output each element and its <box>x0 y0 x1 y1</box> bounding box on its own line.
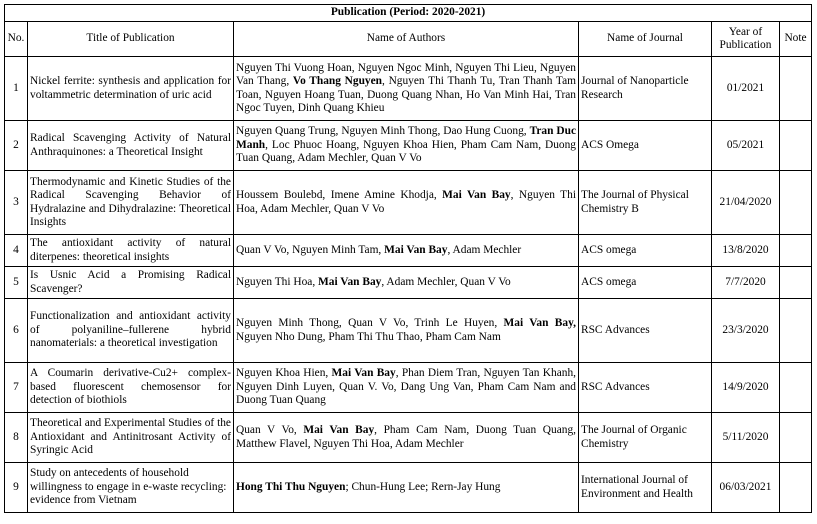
publication-year: 23/3/2020 <box>712 299 780 363</box>
publication-title: Study on antecedents of household willingness to engage in e-waste recycling: evidence from Vietnam <box>28 463 234 513</box>
authors-text: Nguyen Thi Vuong Hoan, Nguyen Ngoc Minh, Nguyen Thi Lieu, Nguyen Van Thang, <box>236 61 576 88</box>
journal-name: ACS Omega <box>579 121 712 171</box>
authors-cell <box>234 299 579 363</box>
journal-name: ACS omega <box>579 267 712 299</box>
header-row <box>5 22 812 57</box>
row-number: 4 <box>5 235 28 267</box>
table-row <box>5 413 812 463</box>
authors-cell <box>234 121 579 171</box>
table-row <box>5 267 812 299</box>
authors-text: Quan V Vo, <box>236 424 304 437</box>
header-title: Title of Publication <box>28 22 234 57</box>
publication-title: Theoretical and Experimental Studies of the Antioxidant and Antinitrosant Activity of Syringic Acid <box>28 413 234 463</box>
highlighted-author: Mai Van Bay <box>303 424 375 437</box>
highlighted-author: Mai Van Bay <box>442 189 511 202</box>
header-authors: Name of Authors <box>234 22 579 57</box>
authors-text: , Adam Mechler <box>447 243 522 256</box>
authors-text: , Pham Cam Nam, Duong Tuan Quang, Matthew Flavel, Nguyen Thi Hoa, Adam Mechler <box>236 424 576 450</box>
highlighted-author: Vo Thang Nguyen <box>292 75 382 88</box>
publication-title: A Coumarin derivative-Cu2+ complex-based fluorescent chemosensor for detection of biothiols <box>28 363 234 413</box>
table-row <box>5 171 812 235</box>
journal-name: Journal of Nanoparticle Research <box>579 57 712 121</box>
row-number: 6 <box>5 299 28 363</box>
authors-text: Nguyen Thi Hoa, <box>236 275 319 288</box>
note-cell <box>780 171 812 235</box>
caption-row <box>5 5 812 22</box>
publication-year: 01/2021 <box>712 57 780 121</box>
journal-name: ACS omega <box>579 235 712 267</box>
row-number: 3 <box>5 171 28 235</box>
authors-text: Houssem Boulebd, Imene Amine Khodja, <box>236 189 443 202</box>
row-number: 1 <box>5 57 28 121</box>
journal-name: The Journal of Physical Chemistry B <box>579 171 712 235</box>
note-cell <box>780 57 812 121</box>
table-row <box>5 235 812 267</box>
publication-title: Functionalization and antioxidant activity of polyaniline–fullerene hybrid nanomaterials: a theoretical investigation <box>28 299 234 363</box>
publication-table <box>4 4 812 513</box>
authors-text: Nguyen Nho Dung, Pham Thi Thu Thao, Pham Cam Nam <box>236 330 501 343</box>
highlighted-author: Mai Van Bay <box>331 367 396 380</box>
note-cell <box>780 413 812 463</box>
highlighted-author: Hong Thi Thu Nguyen <box>236 480 346 493</box>
authors-cell <box>234 267 579 299</box>
authors-text: , Nguyen Thi Thanh Tu, Tran Thanh Tam Toan, Nguyen Hoang Tuan, Duong Quang Nhan, Ho Van Minh Hai, Tran Ngoc Tuyen, Dinh Quang Khieu <box>236 75 576 114</box>
authors-text: Nguyen Minh Thong, Quan V Vo, Trinh Le Huyen, <box>236 317 504 330</box>
authors-text: Nguyen Quang Trung, Nguyen Minh Thong, Dao Hung Cuong, <box>236 125 530 138</box>
note-cell <box>780 363 812 413</box>
header-note: Note <box>780 22 812 57</box>
note-cell <box>780 267 812 299</box>
authors-text: , Loc Phuoc Hoang, Nguyen Khoa Hien, Pham Cam Nam, Duong Tuan Quang, Adam Mechler, Quan V Vo <box>236 138 576 165</box>
journal-name: The Journal of Organic Chemistry <box>579 413 712 463</box>
authors-text: , Nguyen Thi Hoa, Adam Mechler, Quan V Vo <box>236 189 576 215</box>
table-caption: Publication (Period: 2020-2021) <box>5 5 812 22</box>
publication-title: The antioxidant activity of natural diterpenes: theoretical insights <box>28 235 234 267</box>
note-cell <box>780 121 812 171</box>
publication-year: 5/11/2020 <box>712 413 780 463</box>
authors-cell <box>234 413 579 463</box>
publication-title: Radical Scavenging Activity of Natural Anthraquinones: a Theoretical Insight <box>28 121 234 171</box>
table-row <box>5 57 812 121</box>
highlighted-author: Mai Van Bay <box>384 243 448 256</box>
journal-name: International Journal of Environment and Health <box>579 463 712 513</box>
header-no: No. <box>5 22 28 57</box>
header-journal: Name of Journal <box>579 22 712 57</box>
publication-year: 21/04/2020 <box>712 171 780 235</box>
highlighted-author: Mai Van Bay <box>318 275 382 288</box>
row-number: 2 <box>5 121 28 171</box>
row-number: 7 <box>5 363 28 413</box>
publication-year: 05/2021 <box>712 121 780 171</box>
authors-cell <box>234 171 579 235</box>
publication-title: Thermodynamic and Kinetic Studies of the Radical Scavenging Behavior of Hydralazine and Dihydralazine: Theoretical Insights <box>28 171 234 235</box>
authors-text: Quan V Vo, Nguyen Minh Tam, <box>236 243 385 256</box>
table-row <box>5 463 812 513</box>
authors-cell <box>234 235 579 267</box>
authors-cell <box>234 57 579 121</box>
table-row <box>5 299 812 363</box>
publication-year: 06/03/2021 <box>712 463 780 513</box>
table-row <box>5 363 812 413</box>
journal-name: RSC Advances <box>579 363 712 413</box>
highlighted-author: Tran Duc Manh <box>236 125 577 151</box>
journal-name: RSC Advances <box>579 299 712 363</box>
note-cell <box>780 235 812 267</box>
authors-cell <box>234 363 579 413</box>
highlighted-author: Mai Van Bay, <box>503 317 576 330</box>
row-number: 9 <box>5 463 28 513</box>
authors-text: ; Chun-Hung Lee; Rern-Jay Hung <box>345 480 501 493</box>
table-row <box>5 121 812 171</box>
publication-title: Is Usnic Acid a Promising Radical Scavenger? <box>28 267 234 299</box>
authors-text: , Phan Diem Tran, Nguyen Tan Khanh, Nguyen Dinh Luyen, Quan V. Vo, Dang Ung Van, Pham Cam Nam and Duong Tuan Quang <box>236 367 576 407</box>
publication-year: 13/8/2020 <box>712 235 780 267</box>
publication-year: 7/7/2020 <box>712 267 780 299</box>
publication-title: Nickel ferrite: synthesis and application for voltammetric determination of uric acid <box>28 57 234 121</box>
publication-year: 14/9/2020 <box>712 363 780 413</box>
header-year: Year of Publication <box>712 22 780 57</box>
row-number: 5 <box>5 267 28 299</box>
authors-text: Nguyen Khoa Hien, <box>236 367 332 380</box>
note-cell <box>780 463 812 513</box>
authors-cell <box>234 463 579 513</box>
authors-text: , Adam Mechler, Quan V Vo <box>381 275 511 288</box>
note-cell <box>780 299 812 363</box>
row-number: 8 <box>5 413 28 463</box>
